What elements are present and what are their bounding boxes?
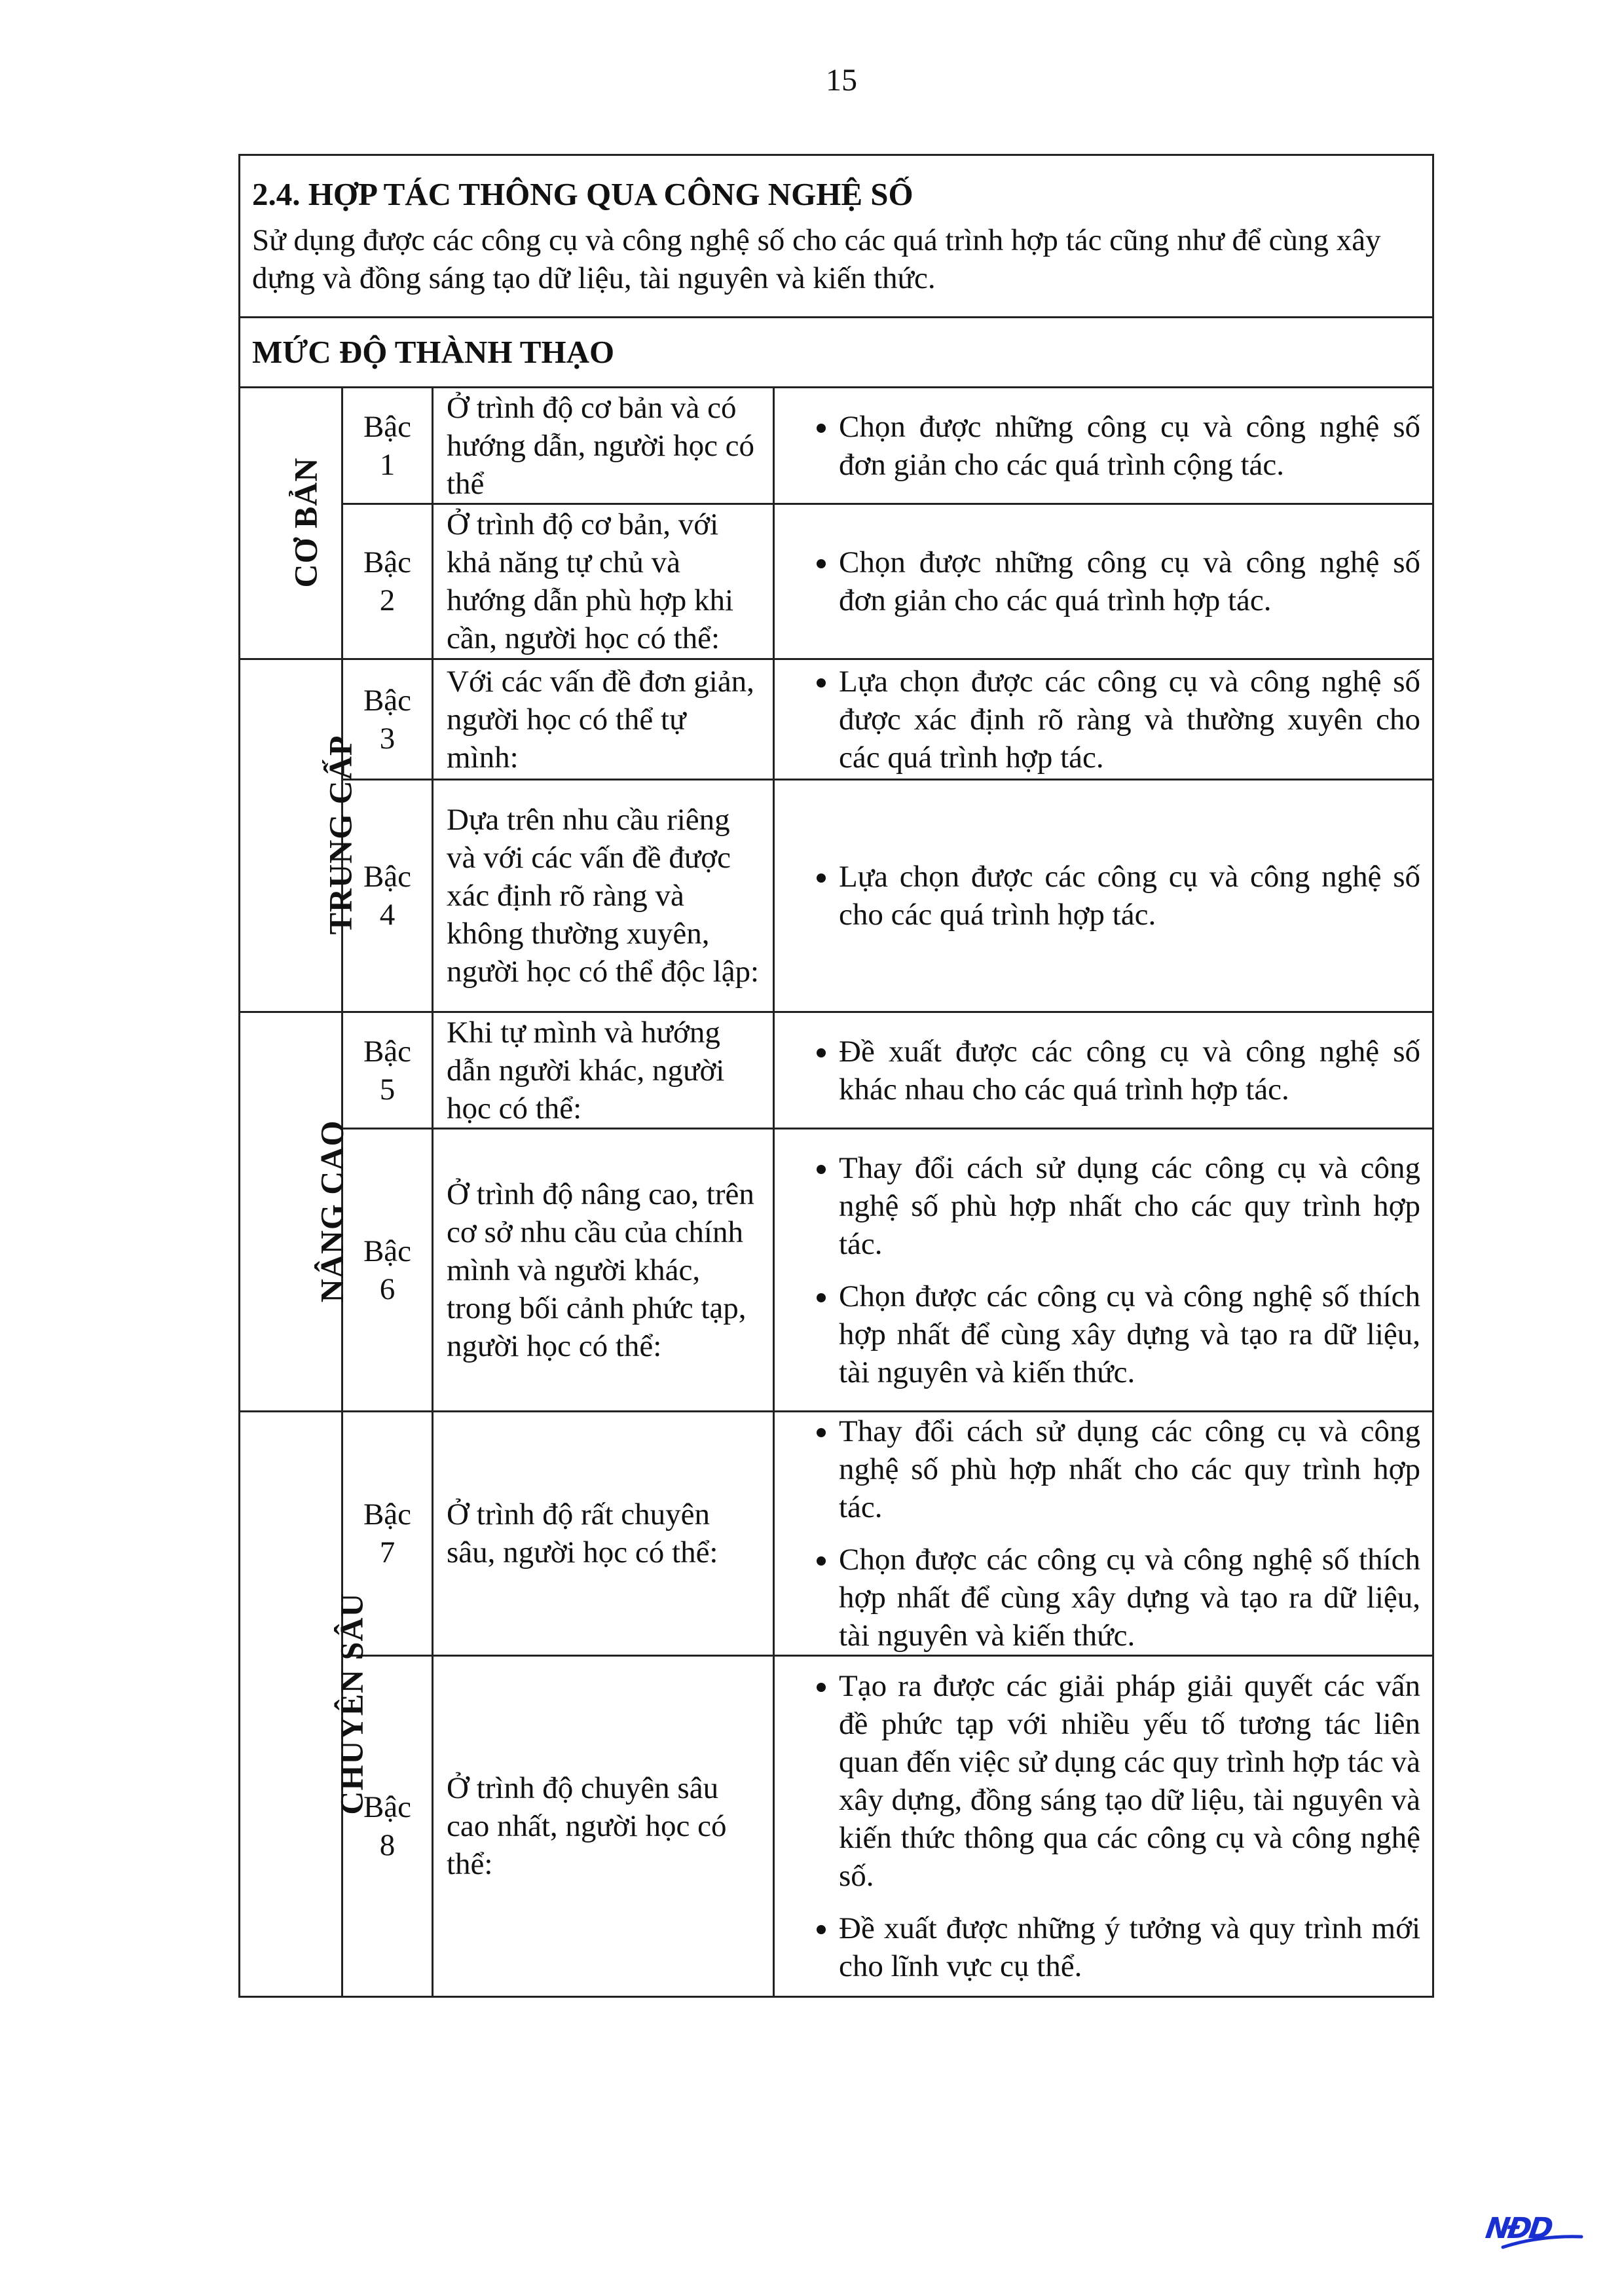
outcomes-cell [774,504,1433,659]
group-cell [240,1412,370,1997]
group-label: CHUYÊN SÂU [333,1592,370,1815]
group-cell [240,1012,350,1412]
page-number: 15 [826,63,857,98]
level-row [240,659,1433,780]
outcomes-list [786,1412,1420,1655]
level-cell [342,1129,433,1412]
signature-text: NĐD [1483,2212,1553,2245]
outcomes-cell [774,659,1433,780]
outcome-item: • Chọn được các công cụ và công nghệ số thích hợp nhất để cùng xây dựng và tạo ra dữ liệu, tài nguyên và kiến thức. [839,1277,1420,1391]
level-label: Bậc [363,1790,412,1824]
outcome-item: • Thay đổi cách sử dụng các công cụ và công nghệ số phù hợp nhất cho các quy trình hợp tác. [839,1149,1420,1263]
section-header-cell [240,155,1433,318]
outcome-item: • Lựa chọn được các công cụ và công nghệ số cho các quá trình hợp tác. [839,858,1420,934]
outcome-item: • Chọn được những công cụ và công nghệ số đơn giản cho các quá trình hợp tác. [839,543,1420,619]
group-cell [240,388,342,659]
outcome-item: • Lựa chọn được các công cụ và công nghệ số được xác định rõ ràng và thường xuyên cho các quá trình hợp tác. [839,663,1420,777]
outcomes-cell [774,388,1433,504]
level-label: Bậc [363,860,412,894]
level-row [240,780,1433,1012]
section-description: Sử dụng được các công cụ và công nghệ số cho các quá trình hợp tác cũng như để cùng xây dựng và đồng sáng tạo dữ liệu, tài nguyên và kiến thức. [252,223,1381,295]
outcomes-list [786,1149,1420,1391]
proficiency-heading: MỨC ĐỘ THÀNH THẠO [240,318,1433,388]
outcomes-cell [774,1012,1433,1129]
outcomes-list [786,1667,1420,1985]
outcomes-list [786,663,1420,777]
outcomes-list [786,1033,1420,1109]
level-condition: Dựa trên nhu cầu riêng và với các vấn đề được xác định rõ ràng và không thường xuyên, người học có thể độc lập: [433,780,774,1012]
level-number: 6 [379,1272,396,1306]
level-row [240,1129,1433,1412]
group-cell [240,659,359,1012]
level-cell [342,388,433,504]
level-condition: Khi tự mình và hướng dẫn người khác, người học có thể: [433,1012,774,1129]
outcome-item: • Thay đổi cách sử dụng các công cụ và công nghệ số phù hợp nhất cho các quy trình hợp tác. [839,1412,1420,1526]
level-number: 4 [379,898,396,932]
level-row [240,504,1433,659]
group-label: CƠ BẢN [287,457,324,588]
level-number: 7 [379,1535,396,1570]
group-label: NÂNG CAO [313,1120,350,1302]
outcomes-list [786,858,1420,934]
level-number: 1 [379,447,396,482]
level-condition: Ở trình độ cơ bản, với khả năng tự chủ và hướng dẫn phù hợp khi cần, người học có thể: [433,504,774,659]
level-label: Bậc [363,409,412,444]
level-number: 2 [379,583,396,617]
level-condition: Ở trình độ chuyên sâu cao nhất, người học có thể: [433,1656,774,1997]
level-label: Bậc [363,683,412,718]
level-label: Bậc [363,1497,412,1532]
proficiency-heading-row [240,318,1433,388]
level-cell [342,1012,433,1129]
level-condition: Ở trình độ rất chuyên sâu, người học có thể: [433,1412,774,1656]
level-number: 8 [379,1828,396,1862]
outcomes-cell [774,780,1433,1012]
level-cell [342,504,433,659]
level-row [240,388,1433,504]
outcomes-cell [774,1129,1433,1412]
outcomes-list [786,408,1420,484]
outcomes-cell [774,1656,1433,1997]
outcome-item: • Chọn được các công cụ và công nghệ số thích hợp nhất để cùng xây dựng và tạo ra dữ liệu, tài nguyên và kiến thức. [839,1541,1420,1655]
level-number: 5 [379,1072,396,1107]
signature [1483,2207,1588,2259]
level-number: 3 [379,721,396,756]
level-condition: Ở trình độ nâng cao, trên cơ sở nhu cầu của chính mình và người khác, trong bối cảnh phức tạp, người học có thể: [433,1129,774,1412]
level-label: Bậc [363,1034,412,1069]
level-row [240,1412,1433,1656]
level-label: Bậc [363,1234,412,1268]
section-title: 2.4. HỢP TÁC THÔNG QUA CÔNG NGHỆ SỐ [252,175,913,212]
group-label: TRUNG CẤP [322,735,359,935]
outcomes-cell [774,1412,1433,1656]
outcomes-list [786,543,1420,619]
outcome-item: • Đề xuất được các công cụ và công nghệ số khác nhau cho các quá trình hợp tác. [839,1033,1420,1109]
section-header-row [240,155,1433,318]
level-condition: Với các vấn đề đơn giản, người học có thể tự mình: [433,659,774,780]
competency-table [238,154,1434,1998]
level-condition: Ở trình độ cơ bản và có hướng dẫn, người học có thể [433,388,774,504]
outcome-item: • Đề xuất được những ý tưởng và quy trình mới cho lĩnh vực cụ thể. [839,1909,1420,1985]
signature-underline [1483,2207,1588,2259]
level-row [240,1656,1433,1997]
outcome-item: • Tạo ra được các giải pháp giải quyết các vấn đề phức tạp với nhiều yếu tố tương tác liên quan đến việc sử dụng các quy trình hợp tác và xây dựng, đồng sáng tạo dữ liệu, tài nguyên và kiến thức thông qua các công cụ và công nghệ số. [839,1667,1420,1895]
level-label: Bậc [363,545,412,579]
level-row [240,1012,1433,1129]
outcome-item: • Chọn được những công cụ và công nghệ số đơn giản cho các quá trình cộng tác. [839,408,1420,484]
